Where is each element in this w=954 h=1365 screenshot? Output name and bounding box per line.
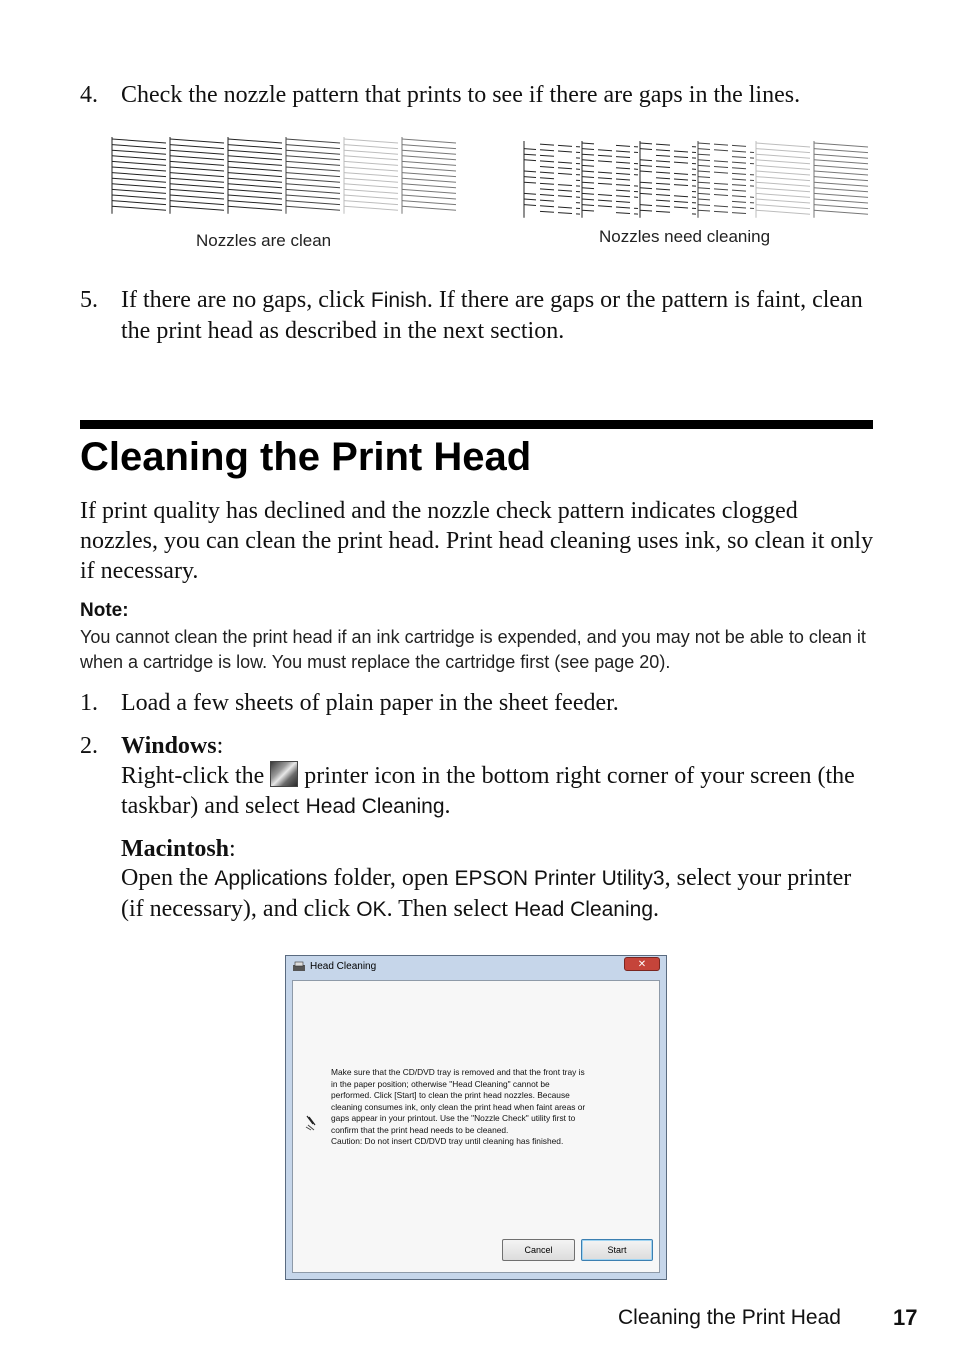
pattern-line-segment bbox=[656, 161, 670, 162]
pattern-line-segment bbox=[598, 200, 612, 201]
pattern-line-segment bbox=[656, 167, 670, 168]
pattern-line bbox=[170, 167, 224, 171]
pattern-line-segment bbox=[674, 207, 688, 208]
head-cleaning-ui-label-2: Head Cleaning bbox=[514, 898, 654, 921]
step-4-text: Check the nozzle pattern that prints to see if there are gaps in the lines. bbox=[121, 82, 801, 108]
windows-label: Windows bbox=[121, 733, 217, 759]
pattern-line bbox=[814, 193, 868, 197]
pattern-line-segment bbox=[714, 144, 728, 145]
pattern-line bbox=[286, 139, 340, 143]
section-intro: If print quality has declined and the nozzle check pattern indicates clogged nozzles, you can clean the print head. Print head cleaning uses ink, so clean it only if necessary. bbox=[80, 498, 874, 584]
pattern-line bbox=[286, 206, 340, 210]
pattern-line-segment bbox=[582, 177, 594, 178]
pattern-line-segment bbox=[698, 193, 710, 194]
nozzles-clean-pattern bbox=[108, 133, 464, 218]
pattern-line-segment bbox=[714, 172, 728, 173]
pattern-line-segment bbox=[656, 144, 670, 145]
pattern-line-segment bbox=[640, 143, 652, 144]
pattern-line bbox=[170, 178, 224, 182]
pattern-line-segment bbox=[656, 195, 670, 196]
pattern-line-segment bbox=[674, 196, 688, 197]
pattern-line bbox=[756, 177, 810, 181]
pattern-line-segment bbox=[640, 205, 652, 206]
pattern-line bbox=[402, 184, 456, 188]
printer-app-icon bbox=[292, 961, 306, 973]
pattern-line bbox=[344, 195, 398, 199]
pattern-line-segment bbox=[732, 185, 746, 186]
pattern-line bbox=[344, 139, 398, 143]
pattern-line-segment bbox=[524, 171, 536, 172]
step-5-text bbox=[121, 285, 876, 346]
start-button[interactable]: Start bbox=[581, 1239, 653, 1261]
pattern-line bbox=[344, 145, 398, 149]
pattern-line-segment bbox=[540, 189, 554, 190]
pattern-line-segment bbox=[674, 179, 688, 180]
pattern-line bbox=[344, 189, 398, 193]
pattern-line-segment bbox=[616, 201, 630, 202]
pattern-line-segment bbox=[698, 205, 710, 206]
pattern-line-segment bbox=[674, 185, 688, 186]
pattern-line-segment bbox=[582, 205, 594, 206]
pattern-line bbox=[402, 173, 456, 177]
pattern-line bbox=[814, 199, 868, 203]
pattern-line bbox=[814, 205, 868, 209]
dialog-message-line: performed. Click [Start] to clean the print head nozzles. Because bbox=[331, 1090, 570, 1100]
pattern-line-segment bbox=[656, 189, 670, 190]
pattern-line bbox=[402, 150, 456, 154]
pattern-line-segment bbox=[540, 161, 554, 162]
pattern-line-segment bbox=[582, 199, 594, 200]
printer-icon bbox=[270, 761, 298, 787]
pattern-line bbox=[112, 195, 166, 199]
pattern-line-segment bbox=[698, 210, 710, 211]
pattern-line-segment bbox=[616, 145, 630, 146]
pattern-line-segment bbox=[558, 151, 572, 152]
pattern-line-segment bbox=[524, 193, 536, 194]
pattern-line-segment bbox=[540, 206, 554, 207]
pattern-line bbox=[286, 156, 340, 160]
step-4-number: 4. bbox=[80, 82, 98, 108]
pattern-line-segment bbox=[656, 150, 670, 151]
pattern-line-segment bbox=[656, 155, 670, 156]
pattern-line bbox=[112, 145, 166, 149]
pattern-line bbox=[756, 154, 810, 158]
mac-text-a: Open the bbox=[121, 865, 215, 891]
pattern-line-segment bbox=[524, 182, 536, 183]
pattern-line bbox=[112, 161, 166, 165]
pattern-line-segment bbox=[732, 207, 746, 208]
windows-text-b: printer icon in the bottom right corner of your screen (the taskbar) and select bbox=[121, 763, 855, 819]
mac-label-line bbox=[121, 834, 876, 864]
pattern-line bbox=[286, 201, 340, 205]
pattern-line bbox=[112, 201, 166, 205]
note-text: You cannot clean the print head if an ink cartridge is expended, and you may not be able to clean it when a cartridge is low. You must replace the cartridge first (see page 20). bbox=[80, 627, 866, 672]
pattern-line-segment bbox=[558, 213, 572, 214]
pattern-line-segment bbox=[558, 168, 572, 169]
pattern-line-segment bbox=[732, 168, 746, 169]
pattern-line bbox=[228, 206, 282, 210]
pattern-line-segment bbox=[732, 179, 746, 180]
pattern-line-segment bbox=[582, 154, 594, 155]
pattern-line bbox=[228, 145, 282, 149]
pattern-line-segment bbox=[582, 165, 594, 166]
pattern-line bbox=[228, 178, 282, 182]
pattern-line bbox=[170, 189, 224, 193]
pattern-line-segment bbox=[698, 154, 710, 155]
pattern-line-segment bbox=[640, 160, 652, 161]
pattern-line-segment bbox=[540, 144, 554, 145]
pattern-line bbox=[756, 205, 810, 209]
pattern-line bbox=[112, 173, 166, 177]
step-2-number: 2. bbox=[80, 733, 98, 759]
pattern-line bbox=[286, 161, 340, 165]
pattern-line-segment bbox=[524, 177, 536, 178]
pattern-line bbox=[170, 201, 224, 205]
pattern-line bbox=[344, 156, 398, 160]
pattern-line-segment bbox=[582, 149, 594, 150]
pattern-line-segment bbox=[656, 172, 670, 173]
pattern-line-segment bbox=[714, 195, 728, 196]
pattern-line bbox=[170, 156, 224, 160]
pattern-line bbox=[286, 150, 340, 154]
pattern-line-segment bbox=[540, 211, 554, 212]
pattern-line bbox=[814, 154, 868, 158]
pattern-line bbox=[402, 156, 456, 160]
finish-ui-label: Finish bbox=[370, 289, 427, 312]
dialog-close-button[interactable]: ✕ bbox=[624, 957, 660, 971]
pattern-line bbox=[402, 178, 456, 182]
windows-text-a: Right-click the bbox=[121, 763, 271, 789]
section-rule bbox=[80, 420, 873, 429]
utility-ui-label: EPSON Printer Utility3 bbox=[454, 867, 665, 890]
pattern-line-segment bbox=[698, 165, 710, 166]
pattern-line bbox=[344, 206, 398, 210]
pattern-line-segment bbox=[674, 151, 688, 152]
pattern-line-segment bbox=[616, 151, 630, 152]
pattern-line-segment bbox=[558, 196, 572, 197]
pattern-line bbox=[814, 210, 868, 214]
pattern-line bbox=[170, 150, 224, 154]
pattern-line bbox=[170, 206, 224, 210]
pattern-line-segment bbox=[656, 206, 670, 207]
pattern-line bbox=[756, 149, 810, 153]
pattern-line bbox=[112, 178, 166, 182]
pattern-line bbox=[228, 173, 282, 177]
pattern-line-segment bbox=[540, 178, 554, 179]
nozzles-clean-caption: Nozzles are clean bbox=[196, 231, 332, 250]
pattern-line-segment bbox=[732, 201, 746, 202]
pattern-line-segment bbox=[582, 193, 594, 194]
pattern-line-segment bbox=[598, 161, 612, 162]
pattern-line-segment bbox=[524, 149, 536, 150]
step-5-number: 5. bbox=[80, 287, 98, 313]
pattern-line-segment bbox=[558, 145, 572, 146]
pattern-line-segment bbox=[558, 162, 572, 163]
pattern-line-segment bbox=[558, 173, 572, 174]
pattern-line bbox=[402, 206, 456, 210]
pattern-line bbox=[286, 195, 340, 199]
pattern-line bbox=[756, 182, 810, 186]
pattern-line-segment bbox=[640, 182, 652, 183]
pattern-line-segment bbox=[714, 150, 728, 151]
pattern-line bbox=[344, 150, 398, 154]
pattern-line-segment bbox=[656, 211, 670, 212]
pattern-line-segment bbox=[598, 178, 612, 179]
footer-title: Cleaning the Print Head bbox=[618, 1306, 841, 1329]
pattern-line bbox=[756, 171, 810, 175]
pattern-line bbox=[112, 167, 166, 171]
pattern-line bbox=[402, 189, 456, 193]
pattern-line-segment bbox=[598, 155, 612, 156]
pattern-line-segment bbox=[582, 182, 594, 183]
pattern-line-segment bbox=[640, 165, 652, 166]
pattern-line bbox=[228, 201, 282, 205]
mac-colon: : bbox=[229, 836, 236, 862]
windows-instructions bbox=[121, 761, 876, 822]
pattern-line bbox=[402, 167, 456, 171]
pattern-line-segment bbox=[540, 155, 554, 156]
head-cleaning-dialog bbox=[285, 955, 667, 1280]
pattern-line-segment bbox=[616, 168, 630, 169]
nozzles-dirty-caption: Nozzles need cleaning bbox=[599, 227, 771, 246]
dialog-message-line: Make sure that the CD/DVD tray is removed and that the front tray is bbox=[331, 1067, 585, 1077]
pattern-line-segment bbox=[616, 185, 630, 186]
note-label: Note: bbox=[80, 600, 129, 621]
pattern-line-segment bbox=[714, 161, 728, 162]
cancel-button[interactable]: Cancel bbox=[502, 1239, 575, 1261]
dialog-body bbox=[292, 980, 660, 1273]
pattern-line bbox=[170, 145, 224, 149]
step-1-number: 1. bbox=[80, 690, 98, 716]
pattern-line-segment bbox=[582, 188, 594, 189]
pattern-line-segment bbox=[732, 145, 746, 146]
pattern-line bbox=[814, 188, 868, 192]
pattern-line-segment bbox=[698, 182, 710, 183]
pattern-line-segment bbox=[698, 199, 710, 200]
pattern-line bbox=[402, 201, 456, 205]
pattern-line-segment bbox=[598, 150, 612, 151]
pattern-line bbox=[814, 149, 868, 153]
pattern-line-segment bbox=[732, 162, 746, 163]
pattern-line-segment bbox=[640, 210, 652, 211]
pattern-line-segment bbox=[674, 162, 688, 163]
pattern-line-segment bbox=[540, 150, 554, 151]
pattern-line-segment bbox=[524, 154, 536, 155]
pattern-line bbox=[814, 165, 868, 169]
pattern-line-segment bbox=[714, 206, 728, 207]
pattern-line-segment bbox=[616, 190, 630, 191]
pattern-line-segment bbox=[698, 149, 710, 150]
pattern-line bbox=[814, 171, 868, 175]
pattern-line bbox=[170, 195, 224, 199]
mac-text-b: folder, open bbox=[327, 865, 455, 891]
mac-text-c: , select your printer (if necessary), and click bbox=[121, 865, 852, 922]
pattern-line bbox=[402, 161, 456, 165]
pattern-line-segment bbox=[598, 195, 612, 196]
pattern-line-segment bbox=[674, 157, 688, 158]
pattern-line-segment bbox=[640, 149, 652, 150]
pattern-line-segment bbox=[714, 183, 728, 184]
pattern-line bbox=[756, 143, 810, 147]
pattern-line-segment bbox=[616, 207, 630, 208]
dialog-message-line: gaps appear in your printout. Use the "Nozzle Check" utility first to bbox=[331, 1113, 576, 1123]
pattern-line-segment bbox=[540, 172, 554, 173]
ok-ui-label: OK bbox=[356, 898, 387, 921]
pattern-line bbox=[814, 160, 868, 164]
pattern-line bbox=[344, 173, 398, 177]
pattern-line bbox=[112, 189, 166, 193]
pattern-line bbox=[344, 161, 398, 165]
section-heading: Cleaning the Print Head bbox=[80, 435, 532, 479]
pattern-line-segment bbox=[616, 173, 630, 174]
pattern-line bbox=[402, 145, 456, 149]
step-5-text-b: . If there are gaps or the pattern is faint, clean the print head as described in the next section. bbox=[121, 287, 863, 344]
pattern-line bbox=[286, 145, 340, 149]
pattern-line bbox=[228, 167, 282, 171]
pattern-line-segment bbox=[582, 171, 594, 172]
pattern-line bbox=[286, 189, 340, 193]
pattern-line-segment bbox=[656, 200, 670, 201]
pattern-line-segment bbox=[698, 143, 710, 144]
pattern-line-segment bbox=[732, 173, 746, 174]
windows-period: . bbox=[444, 793, 451, 819]
pattern-line-segment bbox=[616, 179, 630, 180]
pattern-line-segment bbox=[656, 183, 670, 184]
pattern-line bbox=[756, 160, 810, 164]
mac-period: . bbox=[653, 896, 660, 922]
head-cleaning-ui-label: Head Cleaning bbox=[305, 795, 445, 818]
pattern-line-segment bbox=[698, 160, 710, 161]
dialog-message-line: confirm that the print head needs to be cleaned. bbox=[331, 1124, 509, 1135]
pattern-line-segment bbox=[714, 211, 728, 212]
pattern-line-segment bbox=[732, 196, 746, 197]
pattern-line-segment bbox=[640, 193, 652, 194]
pattern-line-segment bbox=[540, 200, 554, 201]
dialog-title: Head Cleaning bbox=[310, 961, 377, 972]
pattern-line bbox=[814, 143, 868, 147]
dialog-message-line: in the paper position; otherwise "Head Cleaning" cannot be bbox=[331, 1078, 550, 1089]
dialog-message-line: cleaning consumes ink, only clean the print head when faint areas or bbox=[331, 1101, 586, 1112]
pattern-line bbox=[112, 150, 166, 154]
pattern-line bbox=[286, 178, 340, 182]
pattern-line-segment bbox=[674, 201, 688, 202]
pattern-line-segment bbox=[698, 171, 710, 172]
pattern-line bbox=[756, 165, 810, 169]
pattern-line bbox=[228, 139, 282, 143]
pattern-line bbox=[228, 156, 282, 160]
pattern-line bbox=[286, 184, 340, 188]
pattern-line-segment bbox=[582, 160, 594, 161]
pattern-line-segment bbox=[616, 196, 630, 197]
pattern-line bbox=[344, 167, 398, 171]
pattern-line bbox=[814, 177, 868, 181]
pattern-line bbox=[286, 167, 340, 171]
pattern-line bbox=[170, 184, 224, 188]
pattern-line-segment bbox=[640, 188, 652, 189]
pattern-line-segment bbox=[698, 188, 710, 189]
pattern-line bbox=[228, 195, 282, 199]
pattern-line bbox=[228, 150, 282, 154]
dialog-message-line: Caution: Do not insert CD/DVD tray until cleaning has finished. bbox=[331, 1136, 564, 1146]
step-5-text-a: If there are no gaps, click bbox=[121, 287, 371, 313]
pattern-line bbox=[112, 184, 166, 188]
pattern-line bbox=[112, 206, 166, 210]
pattern-line-segment bbox=[558, 185, 572, 186]
pattern-line-segment bbox=[524, 160, 536, 161]
applications-ui-label: Applications bbox=[214, 867, 328, 890]
pattern-line bbox=[402, 195, 456, 199]
pattern-line bbox=[286, 173, 340, 177]
pattern-line-segment bbox=[558, 190, 572, 191]
pattern-line-segment bbox=[698, 177, 710, 178]
page-number: 17 bbox=[893, 1305, 918, 1330]
pattern-line-segment bbox=[582, 143, 594, 144]
pattern-line-segment bbox=[540, 183, 554, 184]
pattern-line bbox=[756, 210, 810, 214]
mac-text-d: . Then select bbox=[386, 896, 515, 922]
pattern-line-segment bbox=[616, 162, 630, 163]
pattern-line-segment bbox=[524, 199, 536, 200]
pattern-line bbox=[756, 199, 810, 203]
step-1-text: Load a few sheets of plain paper in the sheet feeder. bbox=[121, 690, 619, 716]
pattern-line bbox=[344, 178, 398, 182]
pattern-line-segment bbox=[616, 213, 630, 214]
pattern-line bbox=[814, 182, 868, 186]
pattern-line-segment bbox=[732, 213, 746, 214]
dialog-message bbox=[331, 1067, 631, 1148]
pattern-line bbox=[228, 161, 282, 165]
pattern-line bbox=[344, 184, 398, 188]
pattern-line bbox=[344, 201, 398, 205]
pattern-line-segment bbox=[598, 183, 612, 184]
nozzle-brush-icon bbox=[304, 1115, 318, 1131]
pattern-line-segment bbox=[674, 173, 688, 174]
pattern-line-segment bbox=[582, 210, 594, 211]
pattern-line bbox=[170, 139, 224, 143]
pattern-line-segment bbox=[540, 195, 554, 196]
pattern-line bbox=[228, 184, 282, 188]
pattern-line bbox=[112, 156, 166, 160]
pattern-line-segment bbox=[598, 172, 612, 173]
pattern-line bbox=[756, 193, 810, 197]
pattern-line bbox=[402, 139, 456, 143]
pattern-line-segment bbox=[640, 171, 652, 172]
pattern-line-segment bbox=[598, 206, 612, 207]
pattern-line-segment bbox=[732, 190, 746, 191]
pattern-line bbox=[170, 173, 224, 177]
pattern-line-segment bbox=[656, 178, 670, 179]
mac-instructions bbox=[121, 863, 876, 925]
pattern-line-segment bbox=[616, 157, 630, 158]
windows-colon: : bbox=[216, 733, 224, 759]
pattern-line bbox=[112, 139, 166, 143]
pattern-line-segment bbox=[558, 207, 572, 208]
pattern-line-segment bbox=[714, 189, 728, 190]
pattern-line bbox=[228, 189, 282, 193]
windows-label-line bbox=[121, 731, 876, 761]
pattern-line-segment bbox=[714, 167, 728, 168]
nozzles-dirty-pattern bbox=[520, 137, 876, 219]
pattern-line-segment bbox=[732, 157, 746, 158]
pattern-line bbox=[170, 161, 224, 165]
pattern-line-segment bbox=[540, 167, 554, 168]
mac-label: Macintosh bbox=[121, 836, 229, 862]
pattern-line bbox=[756, 188, 810, 192]
pattern-line-segment bbox=[732, 151, 746, 152]
pattern-line-segment bbox=[524, 205, 536, 206]
